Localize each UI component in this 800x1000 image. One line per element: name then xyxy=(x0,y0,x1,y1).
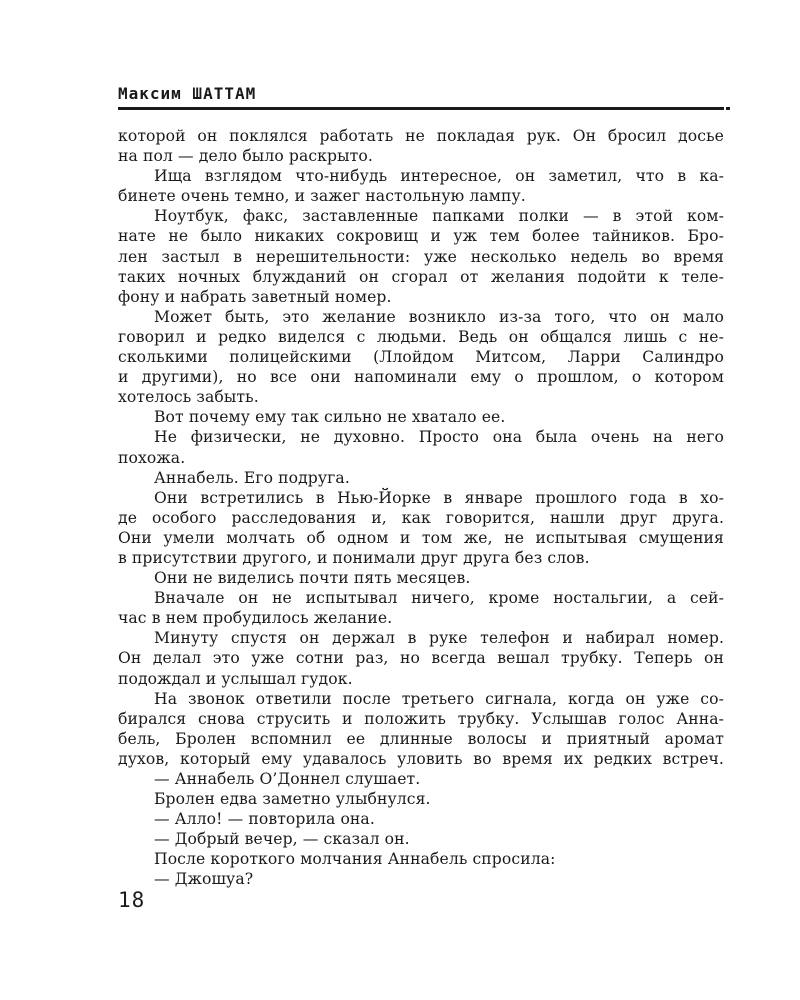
text-line: и другими), но все они напоминали ему о прошлом, о котором xyxy=(118,368,724,387)
text-line: Вначале он не испытывал ничего, кроме ностальгии, а сей- xyxy=(154,589,724,608)
text-line: сколькими полицейскими (Ллойдом Митсом, Ларри Салиндро xyxy=(118,348,724,367)
text-line: на пол — дело было раскрыто. xyxy=(118,147,373,166)
text-line: Аннабель. Его подруга. xyxy=(154,468,350,487)
text-line: духов, который ему удавалось уловить во время их редких встреч. xyxy=(118,749,724,768)
text-line: нате не было никаких сокровищ и уж тем более тайников. Бро- xyxy=(118,227,724,246)
text-line: час в нем пробудилось желание. xyxy=(118,609,393,628)
page-number: 18 xyxy=(118,888,146,912)
text-line: Он делал это уже сотни раз, но всегда вешал трубку. Теперь он xyxy=(118,649,724,668)
text-line: фону и набрать заветный номер. xyxy=(118,287,392,306)
text-line: де особого расследования и, как говорится, нашли друг друга. xyxy=(118,508,724,527)
text-line: хотелось забыть. xyxy=(118,388,259,407)
text-line: — Аннабель О’Доннел слушает. xyxy=(154,770,421,788)
header-rule xyxy=(118,107,724,110)
text-line: Они умели молчать об одном и том же, не испытывая смущения xyxy=(118,528,724,547)
text-line: — Алло! — повторила она. xyxy=(154,810,375,829)
text-line: — Джошуа? xyxy=(154,870,254,889)
text-line: Бролен едва заметно улыбнулся. xyxy=(154,790,431,809)
text-line: Не физически, не духовно. Просто она была очень на него xyxy=(154,428,724,447)
text-line: Они встретились в Нью-Йорке в январе прошлого года в хо- xyxy=(154,488,724,507)
text-line: Вот почему ему так сильно не хватало ее. xyxy=(154,408,506,427)
text-line: Ища взглядом что-нибудь интересное, он заметил, что в ка- xyxy=(154,167,724,186)
body-text xyxy=(118,126,724,890)
header-rule-tail xyxy=(690,107,730,110)
text-line: На звонок ответили после третьего сигнала, когда он уже со- xyxy=(154,689,724,708)
running-head: Максим ШАТТАМ xyxy=(118,84,257,103)
text-line: говорил и редко виделся с людьми. Ведь он общался лишь с не- xyxy=(118,327,724,346)
text-line: бирался снова струсить и положить трубку. Услышав голос Анна- xyxy=(118,709,724,728)
text-line: лен застыл в нерешительности: уже несколько недель во время xyxy=(118,247,724,266)
text-line: бинете очень темно, и зажег настольную лампу. xyxy=(118,187,526,206)
text-line: Они не виделись почти пять месяцев. xyxy=(154,569,471,588)
text-line: в присутствии другого, и понимали друг друга без слов. xyxy=(118,548,590,567)
text-line: Минуту спустя он держал в руке телефон и набирал номер. xyxy=(154,629,724,648)
text-line: — Добрый вечер, — сказал он. xyxy=(154,830,410,849)
text-line: После короткого молчания Аннабель спросила: xyxy=(154,850,556,869)
text-line: которой он поклялся работать не покладая рук. Он бросил досье xyxy=(118,127,724,145)
text-line: похожа. xyxy=(118,448,186,467)
text-line: Может быть, это желание возникло из-за того, что он мало xyxy=(154,307,724,326)
text-line: подождал и услышал гудок. xyxy=(118,669,353,688)
text-line: таких ночных блужданий он сгорал от желания подойти к теле- xyxy=(118,267,724,286)
text-line: бель, Бролен вспомнил ее длинные волосы и приятный аромат xyxy=(118,729,724,748)
text-line: Ноутбук, факс, заставленные папками полки — в этой ком- xyxy=(154,207,724,226)
